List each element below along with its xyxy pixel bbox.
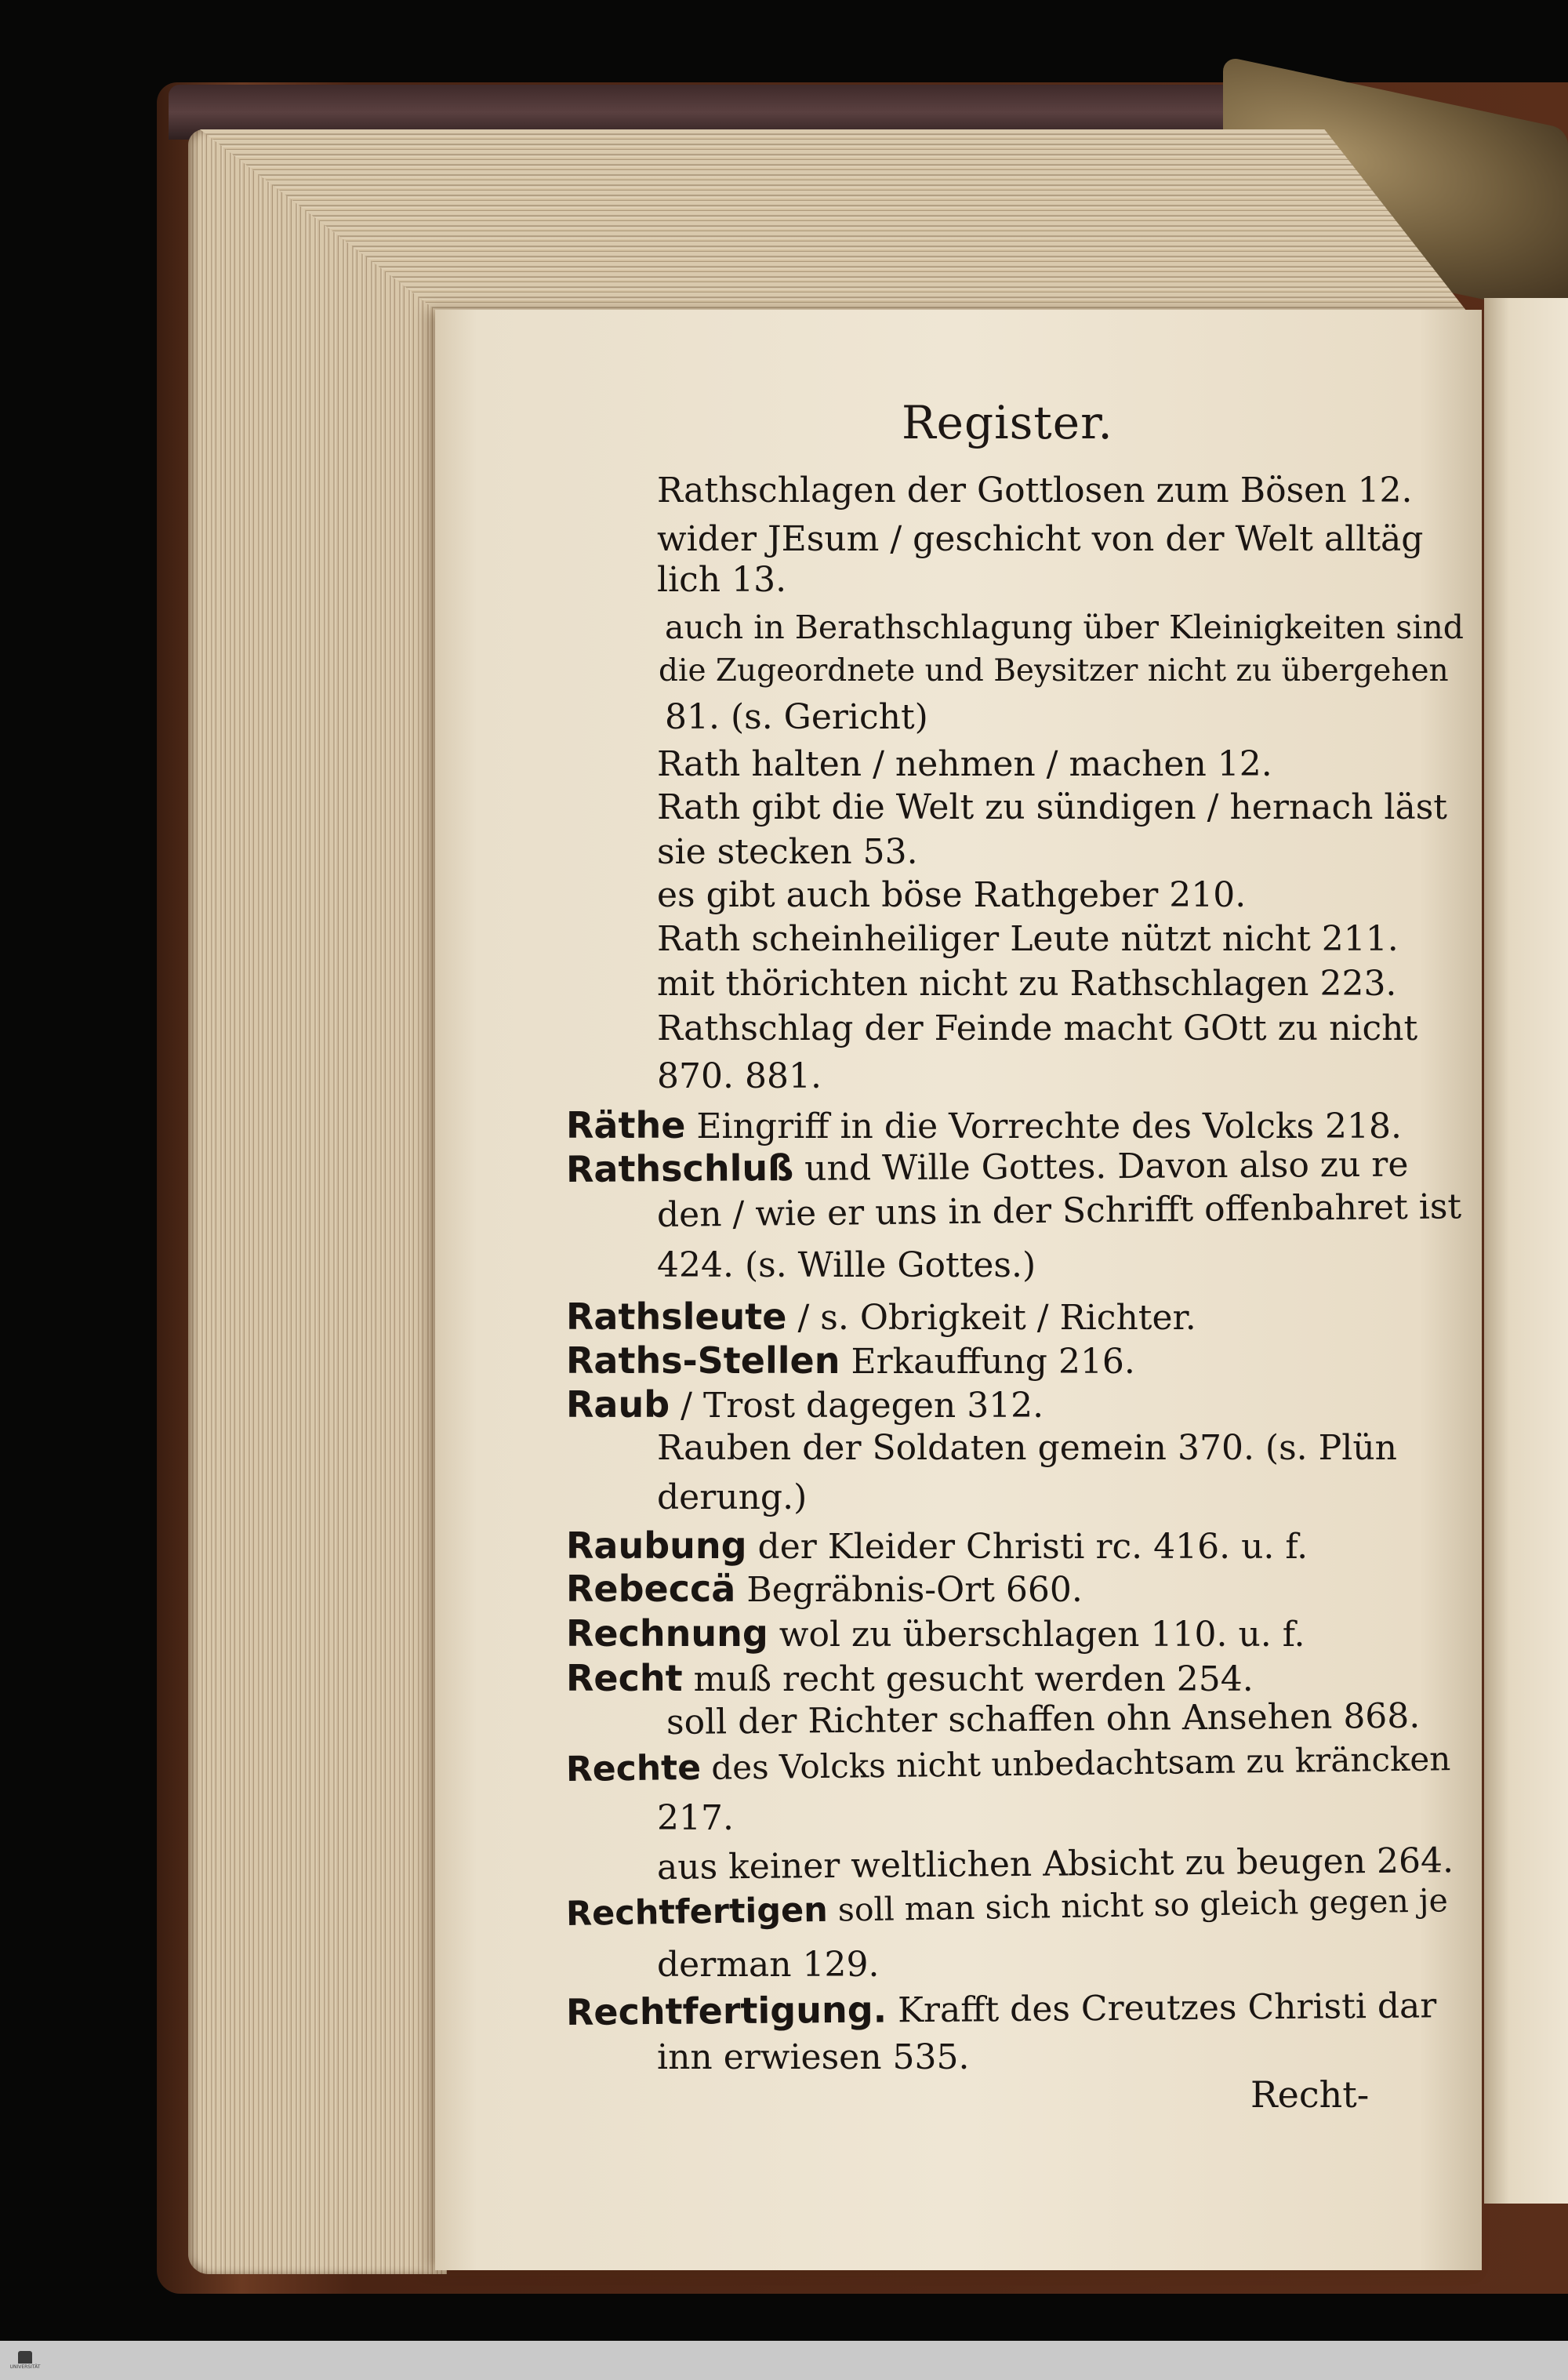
register-entry [657,560,787,600]
entry-text: muß recht gesucht werden 254. [682,1659,1254,1699]
library-logo-icon [18,2351,32,2364]
register-entry [657,919,1399,959]
entry-text: derman 129. [657,1945,880,1985]
entry-text: Rath halten / nehmen / machen 12. [657,744,1272,784]
entry-text: und Wille Gottes. Davon also zu re [793,1144,1409,1189]
entry-keyword: Rathschluß [565,1146,794,1190]
register-entry [665,609,1465,646]
register-entry [566,1383,1044,1426]
entry-text: soll der Richter schaffen ohn Ansehen 868. [666,1695,1421,1742]
entry-text: lich 13. [657,560,787,600]
register-entry [565,1739,1451,1790]
entry-text: derung.) [657,1477,808,1517]
register-entry [657,744,1272,784]
entry-text: Erkauffung 216. [840,1342,1135,1382]
register-entry [566,1295,1196,1338]
entry-text: inn erwiesen 535. [657,2037,970,2077]
entry-keyword: Raub [566,1383,670,1426]
entry-text: wol zu überschlagen 110. u. f. [768,1615,1305,1655]
entry-keyword: Rathsleute [566,1295,787,1338]
library-logo [8,2345,42,2376]
register-entry [566,1612,1305,1655]
page-title: Register. [902,396,1113,449]
register-entry [659,653,1449,689]
entry-keyword: Raths-Stellen [566,1339,840,1382]
entry-text: 81. (s. Gericht) [665,697,928,737]
register-entry [657,787,1447,827]
entry-text: Rathschlag der Feinde macht GOtt zu nicht [657,1008,1418,1048]
entry-text: / Trost dagegen 312. [670,1386,1044,1426]
register-entry [657,1477,808,1517]
entry-keyword: Rechte [565,1747,702,1790]
entry-text: Rathschlagen der Gottlosen zum Bösen 12. [657,471,1413,511]
catchword: Recht- [1250,2073,1370,2116]
register-entry [566,1524,1308,1567]
register-entry [657,1245,1036,1285]
register-entry [656,1186,1462,1235]
register-entry [565,1144,1409,1190]
register-entry [657,2037,970,2077]
entry-text: soll man sich nicht so gleich gegen je [827,1881,1449,1929]
entry-text: Eingriff in die Vorrechte des Volcks 218. [685,1106,1403,1146]
register-entry [657,471,1413,511]
entry-text: Rath gibt die Welt zu sündigen / hernach läst [657,787,1447,827]
register-entry [566,1986,1437,2031]
entry-text: der Kleider Christi rc. 416. u. f. [746,1527,1308,1567]
entry-keyword: Rechnung [566,1612,768,1655]
entry-keyword: Rechtfertigung. [565,1988,887,2033]
entry-keyword: Rebeccä [566,1568,736,1610]
entry-text: des Volcks nicht unbedachtsam zu kräncken [700,1739,1451,1787]
entry-text: den / wie er uns in der Schrifft offenbahret ist [656,1186,1462,1235]
entry-text: es gibt auch böse Rathgeber 210. [657,875,1247,915]
entry-keyword: Räthe [566,1104,686,1146]
register-entry [657,964,1397,1004]
register-entry [565,1881,1449,1934]
register-entry [657,1008,1418,1048]
library-logo-text: UNIVERSITÄT [9,2364,41,2370]
register-entry [657,1945,880,1985]
entry-text: auch in Berathschlagung über Kleinigkeiten sind [665,609,1465,646]
entry-text: 217. [657,1798,734,1838]
register-entry [665,697,928,737]
entry-keyword: Rechtfertigen [565,1890,829,1934]
register-entry [657,875,1247,915]
entry-text: Begräbnis-Ort 660. [735,1570,1083,1610]
entry-text: sie stecken 53. [657,832,918,872]
entry-text: mit thörichten nicht zu Rathschlagen 223. [657,964,1397,1004]
register-entry [566,1568,1083,1610]
entry-text: 870. 881. [657,1056,822,1096]
entry-text: aus keiner weltlichen Absicht zu beugen 264. [656,1840,1454,1888]
entry-text: die Zugeordnete und Beysitzer nicht zu übergehen [659,653,1449,689]
register-entry [666,1695,1421,1742]
register-entry [657,1428,1398,1468]
entry-keyword: Raubung [566,1524,747,1567]
register-entry [566,1104,1403,1146]
register-entry [657,1798,734,1838]
entry-text: wider JEsum / geschicht von der Welt alltäg [657,519,1424,559]
register-entry [566,1339,1135,1382]
register-entry [656,1840,1454,1888]
entry-text: Krafft des Creutzes Christi dar [886,1986,1437,2031]
entry-text: 424. (s. Wille Gottes.) [657,1245,1036,1285]
viewer-footer-bar [0,2341,1568,2380]
entry-text: Rath scheinheiliger Leute nützt nicht 211. [657,919,1399,959]
register-entry [657,519,1424,559]
entry-text: Rauben der Soldaten gemein 370. (s. Plün [657,1428,1398,1468]
entry-keyword: Recht [566,1657,683,1699]
entry-text: / s. Obrigkeit / Richter. [786,1298,1196,1338]
register-entry [657,1056,822,1096]
register-entry [657,832,918,872]
register-entry [566,1657,1254,1699]
